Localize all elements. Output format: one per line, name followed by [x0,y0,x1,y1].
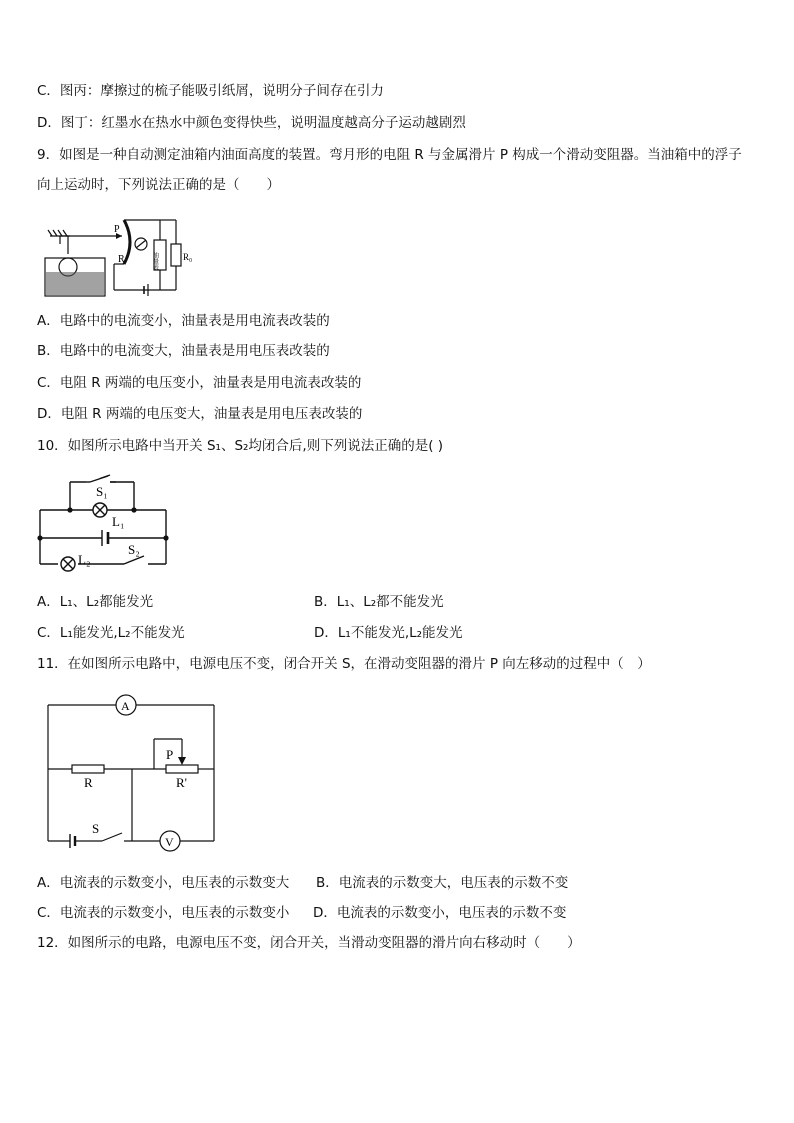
option-10d: D．L₁不能发光,L₂能发光 [314,625,463,641]
ammeter-label: A [121,699,130,713]
label-l2: L₂ [78,552,91,567]
circuit-diagram-10 [36,472,170,582]
label-r0: R₀ [183,252,193,262]
voltmeter-label: V [165,835,174,849]
option-11a: A．电流表的示数变小，电压表的示数变大 [37,875,290,891]
label-r: R [84,775,93,790]
option-9c: C．电阻 R 两端的电压变小，油量表是用电流表改装的 [37,375,362,391]
question-9-text: 9．如图是一种自动测定油箱内油面高度的装置。弯月形的电阻 R 与金属滑片 P 构成一个滑动变阻器。当油箱中的浮子 [37,147,742,163]
label-l1: L₁ [112,514,125,529]
label-r: R [118,254,125,265]
option-8d: D．图丁：红墨水在热水中颜色变得快些，说明温度越高分子运动越剧烈 [37,115,466,131]
label-p: P [114,224,120,235]
question-12-text: 12．如图所示的电路，电源电压不变，闭合开关，当滑动变阻器的滑片向右移动时（ ） [37,935,581,951]
label-s2: S₂ [128,542,140,557]
oil-gauge-diagram [40,210,200,302]
circuit-diagram-11 [44,693,220,855]
question-9-text-cont: 向上运动时，下列说法正确的是（ ） [37,177,280,193]
label-s: S [92,821,100,836]
option-9b: B．电路中的电流变大，油量表是用电压表改装的 [37,343,330,359]
option-8c: C．图丙：摩擦过的梳子能吸引纸屑，说明分子间存在引力 [37,83,384,99]
label-r-prime: R' [176,775,188,790]
option-9d: D．电阻 R 两端的电压变大，油量表是用电压表改装的 [37,406,363,422]
label-p: P [166,747,174,762]
option-11c: C．电流表的示数变小，电压表的示数变小 [37,905,290,921]
question-10-text: 10．如图所示电路中当开关 S₁、S₂均闭合后,则下列说法正确的是( ) [37,438,444,454]
option-9a: A．电路中的电流变小，油量表是用电流表改装的 [37,313,330,329]
option-11d: D．电流表的示数变小，电压表的示数不变 [313,905,567,921]
question-11-text: 11．在如图所示电路中，电源电压不变，闭合开关 S，在滑动变阻器的滑片 P 向左移动的过程中（ ） [37,656,651,672]
option-10b: B．L₁、L₂都不能发光 [314,594,444,610]
label-s1: S₁ [96,484,108,499]
option-10a: A．L₁、L₂都能发光 [37,594,154,610]
option-11b: B．电流表的示数变大，电压表的示数不变 [316,875,569,891]
label-oil-meter: 油量表 [151,252,159,270]
option-10c: C．L₁能发光,L₂不能发光 [37,625,185,641]
